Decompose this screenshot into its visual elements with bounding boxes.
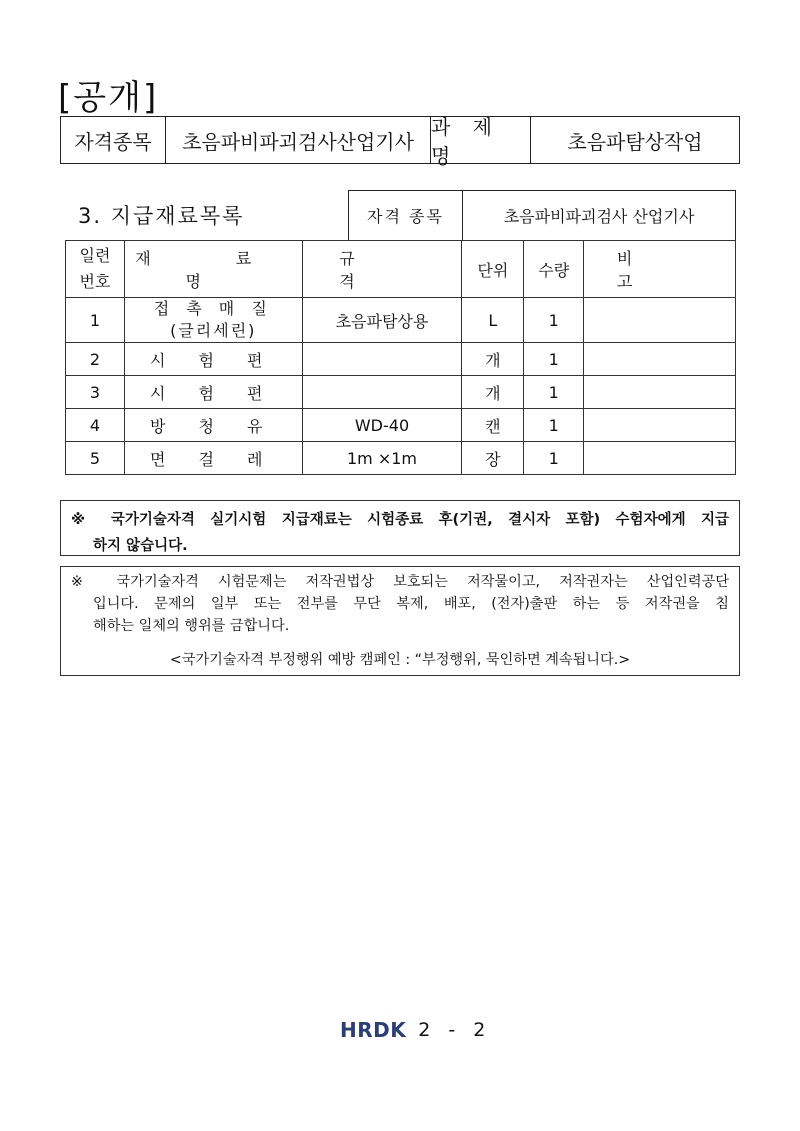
row-spec: [302, 376, 462, 409]
row-no: 1: [66, 298, 125, 343]
page-footer: [340, 1018, 491, 1042]
row-note: [584, 409, 736, 442]
task-label: 과 제 명: [431, 117, 531, 163]
row-unit: 개: [462, 376, 524, 409]
header-unit: 단위: [462, 241, 524, 298]
header-quantity: 수량: [524, 241, 584, 298]
material-return-notice: [60, 500, 740, 556]
row-quantity: 1: [524, 409, 584, 442]
row-quantity: 1: [524, 298, 584, 343]
header-serial-no: [66, 241, 125, 298]
row-no: 5: [66, 442, 125, 475]
header-note: 비 고: [584, 241, 736, 298]
table-row: [66, 376, 736, 409]
header-serial-no-line2: 번호: [79, 272, 111, 291]
notice-line: ※ 국가기술자격 실기시험 지급재료는 시험종료 후(기권, 결시자 포함) 수험자에게 지급: [71, 512, 729, 528]
table-row: [66, 409, 736, 442]
table-header-row: [66, 241, 736, 298]
row-spec: [302, 343, 462, 376]
qualification-value: 초음파비파괴검사산업기사: [166, 117, 431, 163]
row-material-name: 방 청 유: [124, 409, 302, 442]
qualification-label: 자격종목: [61, 117, 166, 163]
table-row: [66, 298, 736, 343]
row-note: [584, 343, 736, 376]
section-title: 3. 지급재료목록: [78, 204, 245, 228]
row-material-name: 면 걸 레: [124, 442, 302, 475]
row-spec: WD-40: [302, 409, 462, 442]
header-spec: 규 격: [302, 241, 462, 298]
section-qualification-value: 초음파비파괴검사 산업기사: [503, 207, 695, 226]
notice-line: ※ 국가기술자격 시험문제는 저작권법상 보호되는 저작물이고, 저작권자는 산업인력공단: [71, 574, 729, 590]
task-value: 초음파탐상작업: [567, 129, 703, 154]
section-qualification-label: 자격 종목: [349, 191, 463, 240]
row-unit: 장: [462, 442, 524, 475]
table-row: [66, 343, 736, 376]
row-material-name: 시 험 편: [124, 376, 302, 409]
row-material-name: 접 촉 매 질 (글리세린): [124, 298, 302, 343]
row-note: [584, 298, 736, 343]
notice-line: 입니다. 문제의 일부 또는 전부를 무단 복제, 배포, (전자)출판 하는 등 저작권을 침: [93, 596, 729, 612]
table-row: [66, 442, 736, 475]
notice-line: 하지 않습니다.: [93, 538, 188, 554]
copyright-notice: [60, 566, 740, 676]
row-quantity: 1: [524, 343, 584, 376]
row-quantity: 1: [524, 376, 584, 409]
row-note: [584, 376, 736, 409]
row-spec: 1m ×1m: [302, 442, 462, 475]
row-unit: L: [462, 298, 524, 343]
row-no: 4: [66, 409, 125, 442]
section-qualification-box: [348, 190, 736, 240]
page-number: 2 - 2: [418, 1019, 492, 1041]
document-label: [공개]: [58, 78, 159, 118]
row-no: 2: [66, 343, 125, 376]
row-quantity: 1: [524, 442, 584, 475]
exam-header-table: [60, 115, 740, 168]
row-note: [584, 442, 736, 475]
row-unit: 캔: [462, 409, 524, 442]
notice-line: 해하는 일체의 행위를 금합니다.: [93, 618, 290, 634]
header-material-name: 재 료 명: [124, 241, 302, 298]
header-serial-no-line1: 일련: [79, 246, 111, 265]
materials-table: [65, 240, 736, 475]
hrdk-logo: HRDK: [340, 1018, 407, 1042]
campaign-line: <국가기술자격 부정행위 예방 캠페인 : “부정행위, 묵인하면 계속됩니다.>: [169, 652, 631, 668]
row-spec: 초음파탐상용: [302, 298, 462, 343]
row-unit: 개: [462, 343, 524, 376]
row-no: 3: [66, 376, 125, 409]
row-material-name: 시 험 편: [124, 343, 302, 376]
